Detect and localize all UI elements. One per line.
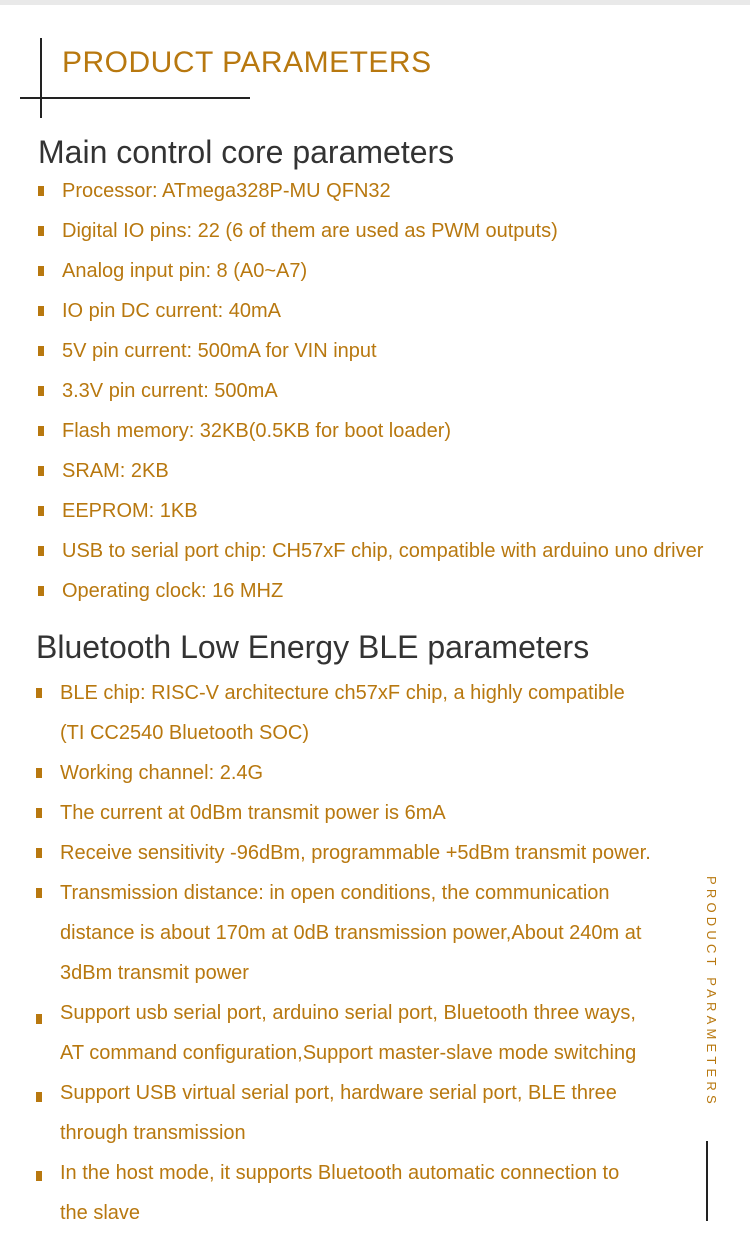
bullet-icon xyxy=(36,888,42,898)
bullet-icon xyxy=(38,426,44,436)
item-line: (TI CC2540 Bluetooth SOC) xyxy=(60,722,309,744)
list-item xyxy=(38,291,703,331)
list-item xyxy=(38,491,703,531)
item-line: the slave xyxy=(60,1202,141,1224)
list-item xyxy=(36,1153,651,1233)
ble-heading: Bluetooth Low Energy BLE parameters xyxy=(36,629,590,665)
list-item xyxy=(38,411,703,451)
list-item xyxy=(38,451,703,491)
bullet-icon xyxy=(36,1014,42,1024)
list-item xyxy=(38,371,703,411)
item-text: IO pin DC current: 40mA xyxy=(62,300,281,322)
ble-list xyxy=(36,673,651,1233)
bullet-icon xyxy=(38,346,44,356)
bullet-icon xyxy=(36,1092,42,1102)
bullet-icon xyxy=(38,466,44,476)
bullet-icon xyxy=(38,386,44,396)
top-divider xyxy=(0,0,750,5)
item-line: Transmission distance: in open conditions, the communication xyxy=(60,882,610,904)
list-item xyxy=(36,993,651,1073)
bullet-icon xyxy=(38,506,44,516)
list-item xyxy=(36,833,651,873)
item-line: Receive sensitivity -96dBm, programmable +5dBm transmit power. xyxy=(60,842,651,864)
title-horizontal-rule xyxy=(20,97,250,99)
item-text: USB to serial port chip: CH57xF chip, compatible with arduino uno driver xyxy=(62,540,704,562)
list-item xyxy=(36,873,651,993)
item-line: Support USB virtual serial port, hardware serial port, BLE three xyxy=(60,1082,617,1104)
item-line: distance is about 170m at 0dB transmission power,About 240m at xyxy=(60,922,642,944)
bullet-icon xyxy=(38,226,44,236)
main-control-heading: Main control core parameters xyxy=(38,134,455,170)
title-vertical-rule xyxy=(40,38,42,118)
list-item xyxy=(36,1073,651,1153)
item-text: 5V pin current: 500mA for VIN input xyxy=(62,340,377,362)
list-item xyxy=(38,331,703,371)
item-line: Support usb serial port, arduino serial port, Bluetooth three ways, xyxy=(60,1002,636,1024)
item-text: SRAM: 2KB xyxy=(62,460,169,482)
item-line: Working channel: 2.4G xyxy=(60,762,264,784)
item-text: Analog input pin: 8 (A0~A7) xyxy=(62,260,308,282)
list-item xyxy=(36,753,651,793)
item-line: In the host mode, it supports Bluetooth automatic connection to xyxy=(60,1162,620,1184)
bullet-icon xyxy=(38,306,44,316)
list-item xyxy=(36,793,651,833)
item-text: Operating clock: 16 MHZ xyxy=(62,580,284,602)
item-text: 3.3V pin current: 500mA xyxy=(62,380,278,402)
bullet-icon xyxy=(36,768,42,778)
bullet-icon xyxy=(36,688,42,698)
list-item xyxy=(38,251,703,291)
main-control-list xyxy=(38,171,703,611)
list-item xyxy=(38,211,703,251)
item-text: EEPROM: 1KB xyxy=(62,500,198,522)
item-text: Digital IO pins: 22 (6 of them are used as PWM outputs) xyxy=(62,220,558,242)
list-item xyxy=(36,673,651,753)
item-line: BLE chip: RISC-V architecture ch57xF chip, a highly compatible xyxy=(60,682,625,704)
item-text: Flash memory: 32KB(0.5KB for boot loader) xyxy=(62,420,452,442)
item-line: AT command configuration,Support master-slave mode switching xyxy=(60,1042,637,1064)
bullet-icon xyxy=(36,808,42,818)
list-item xyxy=(38,531,703,571)
bullet-icon xyxy=(36,848,42,858)
page-title: PRODUCT PARAMETERS xyxy=(62,46,432,79)
bullet-icon xyxy=(38,266,44,276)
side-label: PRODUCT PARAMETERS xyxy=(704,876,719,1108)
item-line: 3dBm transmit power xyxy=(60,962,249,984)
bullet-icon xyxy=(38,546,44,556)
item-line: through transmission xyxy=(60,1122,246,1144)
bullet-icon xyxy=(38,586,44,596)
side-vertical-rule xyxy=(706,1141,708,1221)
item-line: The current at 0dBm transmit power is 6mA xyxy=(60,802,446,824)
list-item xyxy=(38,571,703,611)
bullet-icon xyxy=(36,1171,42,1181)
list-item xyxy=(38,171,703,211)
bullet-icon xyxy=(38,186,44,196)
item-text: Processor: ATmega328P-MU QFN32 xyxy=(62,180,391,202)
